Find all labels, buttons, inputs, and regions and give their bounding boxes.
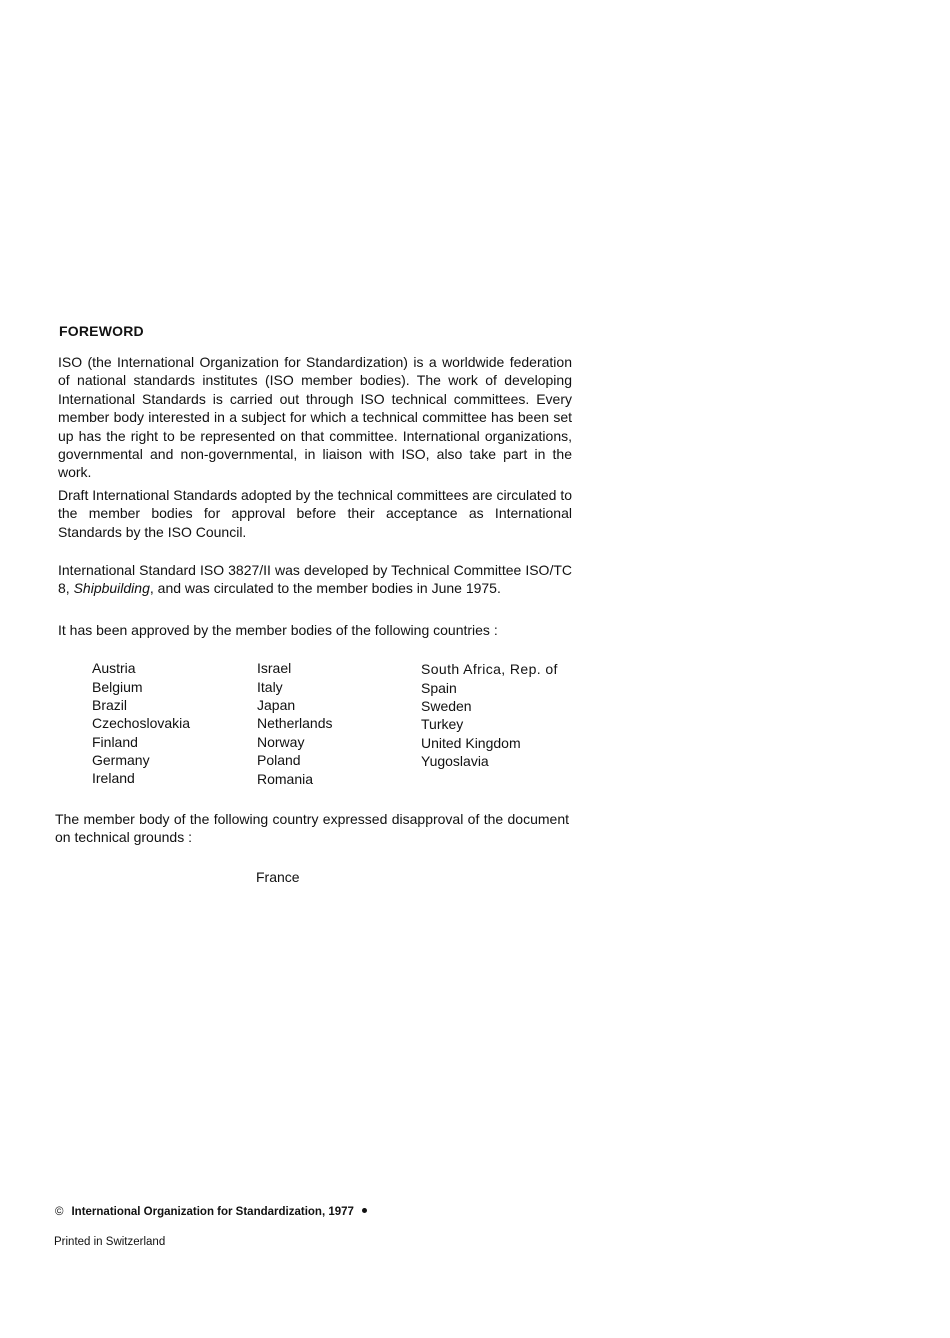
country-item: Czechoslovakia [92,715,191,731]
paragraph-development [58,561,572,598]
country-item: Netherlands [257,715,333,731]
country-item: Austria [92,660,136,676]
paragraph-disapproval: The member body of the following country expressed disapproval of the document on technical grounds : [55,811,569,846]
country-item: Norway [257,734,305,750]
country-item: Sweden [421,698,472,714]
disapproving-country: France [256,869,300,885]
paragraph-iso-description: ISO (the International Organization for Standardization) is a worldwide federation of national standards institutes (ISO member bodies). The work of developing International Standards is carried out through ISO technical committees. Every member body interested in a subject for which a technical committee has been set up has the right to be represented on that committee. International organizations, governmental and non-governmental, in liaison with ISO, also take part in the work. [58,354,572,481]
country-item: Brazil [92,697,128,713]
country-item: Turkey [421,716,464,732]
country-item: Finland [92,734,138,750]
country-item: Poland [257,752,301,768]
country-item: South Africa, Rep. of [421,661,558,677]
paragraph-approval-intro: It has been approved by the member bodies of the following countries : [58,622,498,638]
country-item: Belgium [92,679,143,695]
country-item: Ireland [92,770,135,786]
country-item: United Kingdom [421,735,521,751]
country-item: Romania [257,771,314,787]
paragraph-development-text-b: , and was circulated to the member bodies in June 1975. [149,580,501,597]
country-item: Spain [421,680,457,696]
copyright-notice [55,1206,367,1218]
country-item: Italy [257,679,283,695]
country-item: Yugoslavia [421,753,489,769]
printed-location: Printed in Switzerland [54,1236,166,1248]
paragraph-development-text-a: International Standard ISO 3827/II was developed by Technical Committee ISO/TC 8, [58,562,572,597]
copyright-icon: © [55,1206,64,1218]
country-item: Germany [92,752,150,768]
paragraph-draft-standards: Draft International Standards adopted by the technical committees are circulated to the member bodies for approval before their acceptance as International Standards by the ISO Council. [58,487,572,540]
foreword-heading: FOREWORD [59,323,144,339]
bullet-icon [362,1208,367,1213]
committee-name: Shipbuilding [73,580,150,597]
copyright-text: International Organization for Standardization, 1977 [71,1206,354,1218]
country-item: Japan [257,697,296,713]
country-item: Israel [257,660,292,676]
